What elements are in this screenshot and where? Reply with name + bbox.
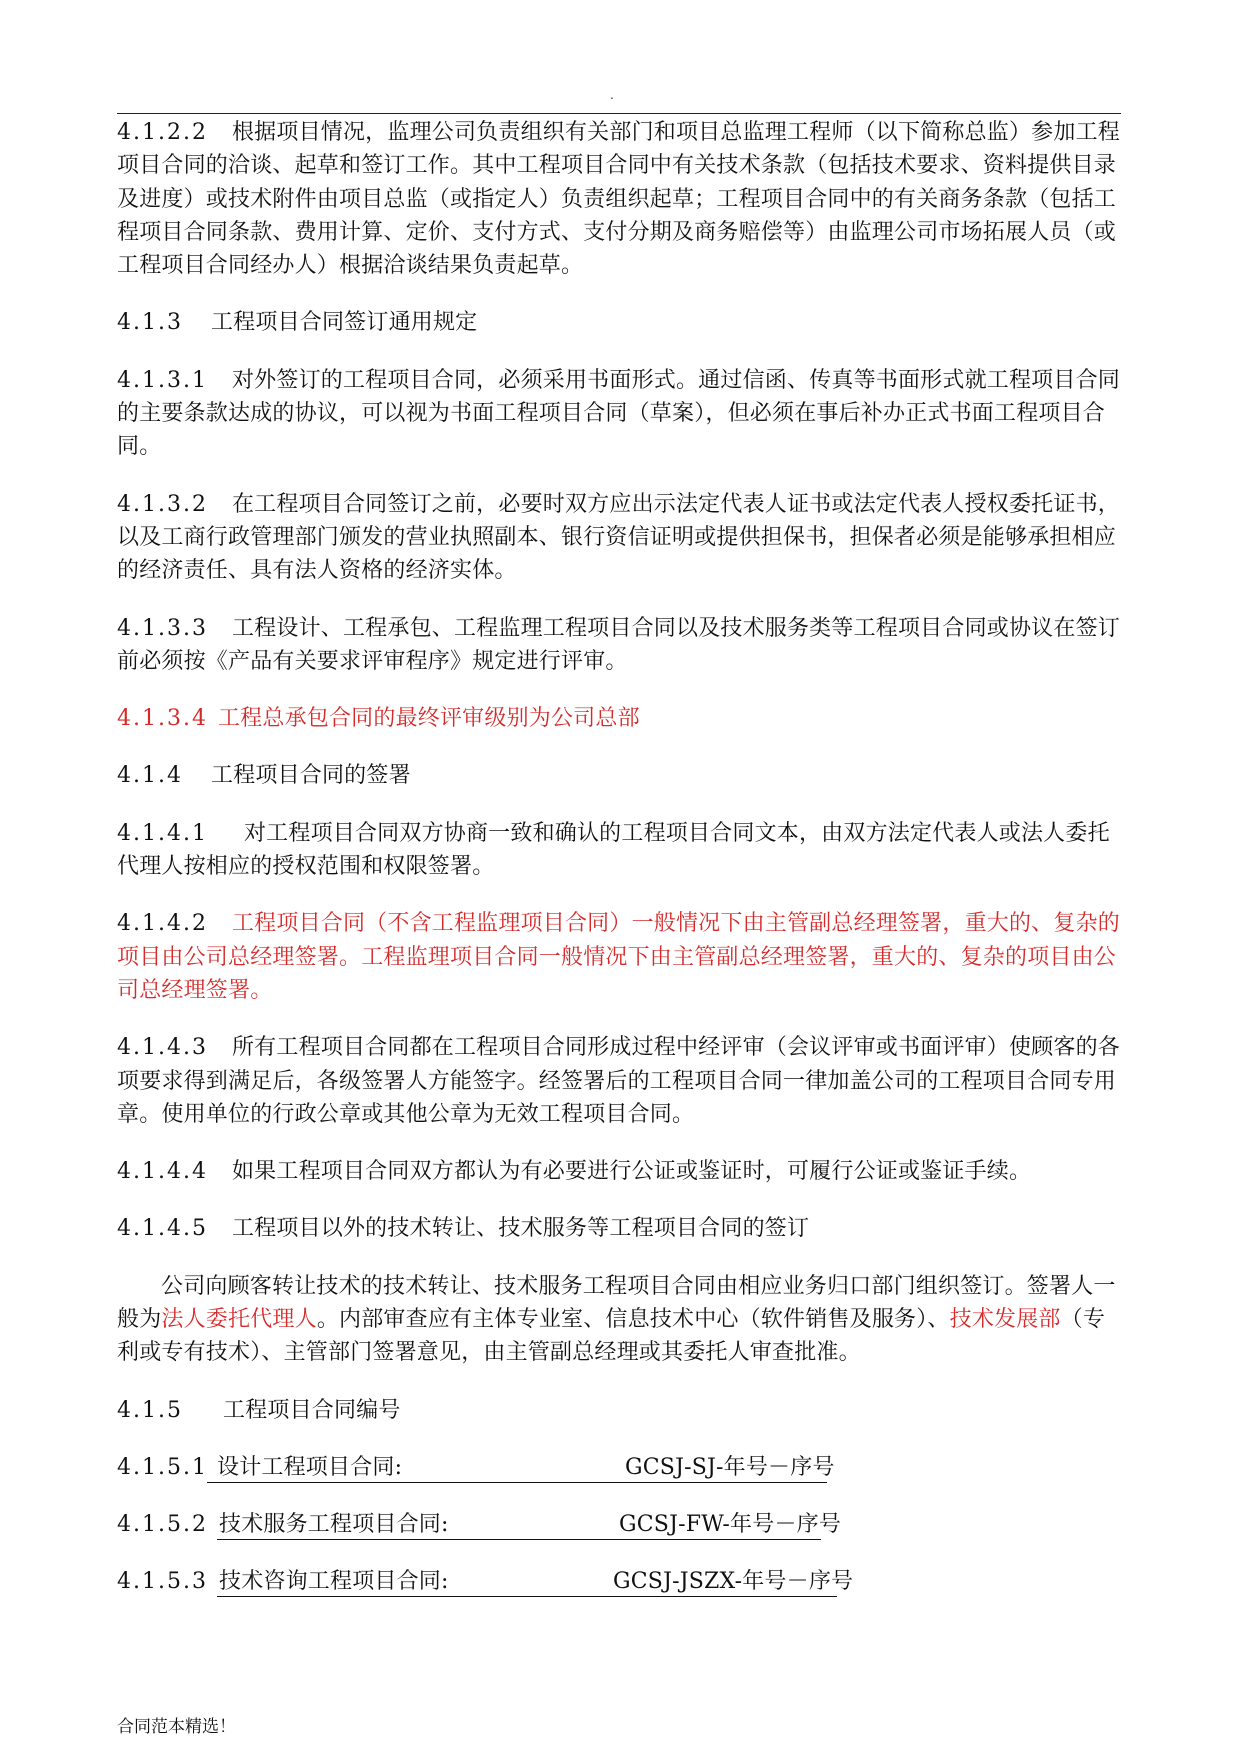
clause-text: 对外签订的工程项目合同，必须采用书面形式。通过信函、传真等书面形式就工程项目合同的主要条款达成的协议，可以视为书面工程项目合同（草案），但必须在事后补办正式书面工程项目合同。 (117, 367, 1120, 460)
clause-text: 在工程项目合同签订之前，必要时双方应出示法定代表人证书或法定代表人授权委托证书，以及工商行政管理部门颁发的营业执照副本、银行资信证明或提供担保书，担保者必须是能够承担相应的经济责任、具有法人资格的经济实体。 (117, 491, 1120, 584)
code-label: 技术服务工程项目合同: (219, 1511, 449, 1537)
clause-text: 工程项目合同签订通用规定 (210, 310, 478, 336)
clause-text: 工程设计、工程承包、工程监理工程项目合同以及技术服务类等工程项目合同或协议在签订前必须按《产品有关要求评审程序》规定进行评审。 (117, 615, 1120, 674)
clause-number: 4.1.5.1 (117, 1454, 208, 1480)
clause-4-1-3-2 (117, 488, 1127, 588)
clause-4-1-4-1 (117, 817, 1127, 884)
clause-text: 工程总承包合同的最终评审级别为公司总部 (217, 706, 640, 732)
body-text: 。内部审查应有主体专业室、信息技术中心（软件销售及服务）、 (316, 1307, 950, 1333)
authorized-agent-text: 法人委托代理人 (161, 1307, 317, 1333)
page-mark: . (610, 88, 614, 102)
clause-4-1-3-4 (117, 702, 1127, 735)
footer-text: 合同范本精选！ (117, 1717, 236, 1737)
clause-4-1-4-5 (117, 1212, 1127, 1245)
code-row-consult (117, 1565, 1127, 1598)
clause-text: 工程项目合同的签署 (210, 763, 411, 789)
clause-number: 4.1.3.3 (117, 615, 208, 641)
clause-text: 工程项目合同（不含工程监理项目合同）一般情况下由主管副总经理签署，重大的、复杂的项目由公司总经理签署。工程监理项目合同一般情况下由主管副总经理签署，重大的、复杂的项目由公司总经理签署。 (117, 911, 1120, 1003)
code-value: GCSJ-JSZX-年号－序号 (613, 1568, 854, 1594)
clause-text: 根据项目情况，监理公司负责组织有关部门和项目总监理工程师（以下简称总监）参加工程项目合同的洽谈、起草和签订工作。其中工程项目合同中有关技术条款（包括技术要求、资料提供目录及进度）或技术附件由项目总监（或指定人）负责组织起草；工程项目合同中的有关商务条款（包括工程项目合同条款、费用计算、定价、支付方式、支付分期及商务赔偿等）由监理公司市场拓展人员（或工程项目合同经办人）根据洽谈结果负责起草。 (117, 120, 1120, 279)
code-label: 设计工程项目合同: (217, 1454, 403, 1480)
clause-number: 4.1.4.4 (117, 1159, 208, 1185)
code-label: 技术咨询工程项目合同: (219, 1568, 449, 1594)
clause-number: 4.1.4.5 (117, 1216, 208, 1242)
code-row-design (117, 1451, 1127, 1484)
clause-4-1-4-4 (117, 1155, 1127, 1188)
clause-number: 4.1.5 (117, 1397, 183, 1423)
code-value: GCSJ-FW-年号－序号 (619, 1511, 842, 1537)
code-row-service (117, 1508, 1127, 1541)
document-body (117, 116, 1127, 1598)
clause-number: 4.1.3.2 (117, 491, 208, 517)
clause-number: 4.1.2.2 (117, 120, 208, 145)
clause-number: 4.1.3.1 (117, 367, 208, 393)
clause-number: 4.1.5.2 (117, 1511, 208, 1537)
code-value: GCSJ-SJ-年号－序号 (625, 1454, 835, 1480)
clause-4-1-2-2 (117, 116, 1127, 282)
clause-4-1-5 (117, 1394, 1127, 1427)
clause-text: 工程项目以外的技术转让、技术服务等工程项目合同的签订 (231, 1216, 810, 1242)
clause-number: 4.1.3.4 (117, 706, 208, 732)
clause-4-1-3-3 (117, 612, 1127, 679)
clause-text: 如果工程项目合同双方都认为有必要进行公证或鉴证时，可履行公证或鉴证手续。 (231, 1159, 1032, 1185)
clause-number: 4.1.4.3 (117, 1035, 208, 1061)
body-text: 公司向顾客转让技术的技术转让、技术服务工程项目合同由相应业务归口部门组织签订。签署人一般为 (117, 1273, 1116, 1333)
clause-text: 工程项目合同编号 (222, 1397, 401, 1423)
clause-number: 4.1.4.2 (117, 911, 208, 937)
clause-4-1-4 (117, 759, 1127, 792)
header-rule (117, 113, 1121, 114)
clause-4-1-3-1 (117, 364, 1127, 464)
body-text: （专利或专有技术）、主管部门签署意见，由主管副总经理或其委托人审查批准。 (117, 1307, 1106, 1366)
clause-4-1-4-3 (117, 1031, 1127, 1131)
clause-text: 对工程项目合同双方协商一致和确认的工程项目合同文本，由双方法定代表人或法人委托代理人按相应的授权范围和权限签署。 (117, 820, 1110, 880)
clause-number: 4.1.3 (117, 310, 183, 336)
tech-dept-text: 技术发展部 (949, 1307, 1061, 1333)
clause-4-1-3 (117, 306, 1127, 339)
clause-4-1-4-2 (117, 907, 1127, 1007)
clause-number: 4.1.4.1 (117, 820, 208, 846)
clause-text: 所有工程项目合同都在工程项目合同形成过程中经评审（会议评审或书面评审）使顾客的各项要求得到满足后，各级签署人方能签字。经签署后的工程项目合同一律加盖公司的工程项目合同专用章。使用单位的行政公章或其他公章为无效工程项目合同。 (117, 1035, 1120, 1127)
clause-number: 4.1.5.3 (117, 1568, 208, 1594)
clause-number: 4.1.4 (117, 763, 183, 789)
clause-4-1-4-5-body (117, 1270, 1127, 1370)
